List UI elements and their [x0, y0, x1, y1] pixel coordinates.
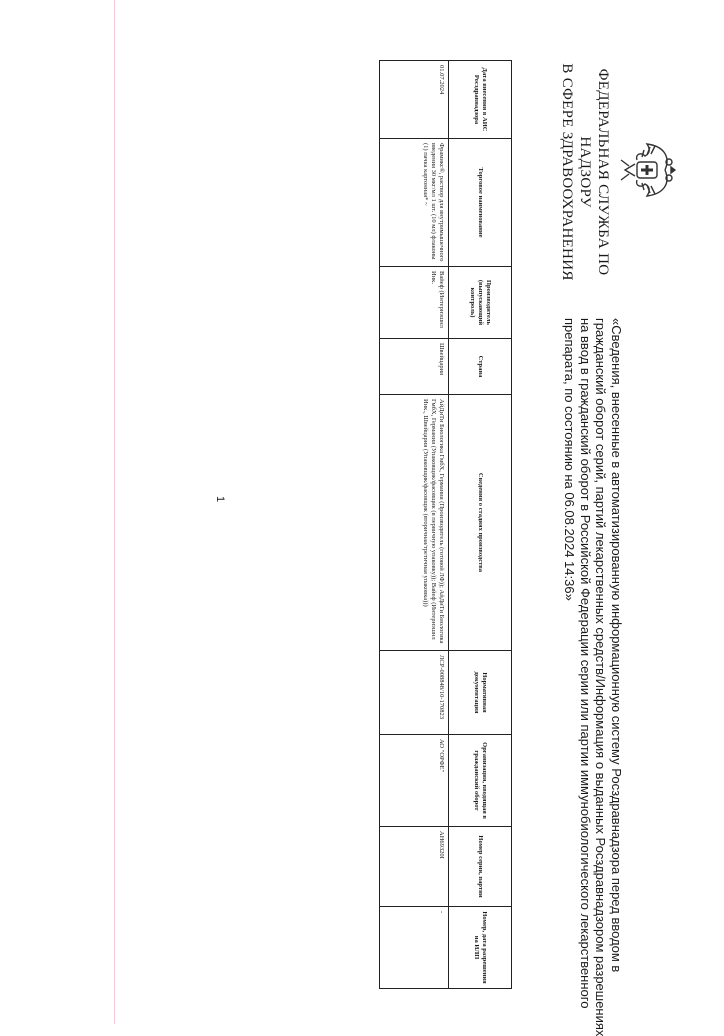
cell-trade-name: Фрамикс®, раствор для внутримышечного введения 30 мкг/мл 1 шт. (10 мл) флаконы (1) пачка картонная* ~ — [380, 139, 449, 267]
page-number: 1 — [214, 496, 226, 503]
organization-name-line-1: ФЕДЕРАЛЬНАЯ СЛУЖБА ПО НАДЗОРУ — [577, 68, 611, 276]
title-line-4: препарата, по состоянию на 06.08.2024 14:36» — [562, 318, 578, 601]
eagle-emblem-icon — [617, 142, 681, 198]
cell-series: АН69320I — [380, 827, 449, 907]
cell-date: 01.07.2024 — [380, 61, 449, 139]
cell-manufacturer: Вайеф (Интернэшнл Инк. — [380, 267, 449, 339]
organization-name — [558, 62, 612, 282]
header-manufacturer: Производитель (выпускающий контроль) — [449, 267, 512, 339]
cell-stages: АйДиТи Биологика ГмбХ, Германия (Производитель (готовой ЛФ)); АйДиТи Биологика ГмбХ, Германия (Упаковщик/фасовщик (в первичную упаковку)); Вайеф (Интернэшнл Инк., Швейцария (Упаковщик/фасовщик (вторичная/третичная упаковка))) — [380, 395, 449, 651]
table-row — [380, 61, 449, 989]
cell-permit: - — [380, 907, 449, 989]
registry-table — [379, 60, 512, 989]
header-country: Страна — [449, 339, 512, 395]
title-line-2: гражданский оборот серий, партий лекарственных средств/Информация о выданных Росздравнадзором разрешениях — [593, 318, 609, 1036]
header-series: Номер серии, партии — [449, 827, 512, 907]
table-header-row — [449, 61, 512, 989]
header-stages: Сведения о стадиях производства — [449, 395, 512, 651]
cell-country: Швейцария — [380, 339, 449, 395]
header-date: Дата внесения в АИС Росздравнадзора — [449, 61, 512, 139]
header-organization: Организация, вводящая в гражданский оборот — [449, 735, 512, 827]
cell-normative-doc: ЛСР-008848/10-170823 — [380, 651, 449, 735]
cell-organization: АО "ОРФЕ" — [380, 735, 449, 827]
document-title — [562, 318, 624, 1036]
title-line-1: «Сведения, внесенные в автоматизированную информационную систему Росздравнадзора перед вводом в — [609, 318, 624, 973]
title-line-3: на ввод в гражданский оборот в Российской Федерации серии или партии иммунобиологического лекарственного — [578, 318, 593, 1009]
header-trade-name: Торговое наименование — [449, 139, 512, 267]
organization-name-line-2: В СФЕРЕ ЗДРАВООХРАНЕНИЯ — [559, 63, 575, 281]
header-normative-doc: Нормативная документация — [449, 651, 512, 735]
header-permit: Номер, дата разрешения на ИЛП — [449, 907, 512, 989]
